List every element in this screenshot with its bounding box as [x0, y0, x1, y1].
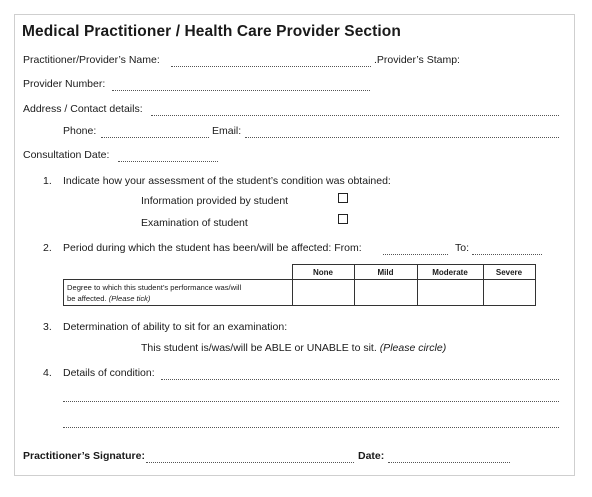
q4-number: 4. [43, 367, 52, 379]
signature-line[interactable] [146, 462, 354, 463]
table-header-severe: Severe [483, 265, 535, 280]
signature-label: Practitioner’s Signature: [23, 450, 145, 462]
phone-line[interactable] [101, 137, 209, 138]
table-header-moderate: Moderate [417, 265, 483, 280]
q4-details-line-1[interactable] [161, 379, 559, 380]
table-cell-moderate[interactable] [417, 280, 483, 306]
q2-from-line[interactable] [383, 254, 448, 255]
q4-text: Details of condition: [63, 367, 155, 379]
q3-number: 3. [43, 321, 52, 333]
q1-option-info-checkbox[interactable] [338, 193, 348, 203]
q3-text: Determination of ability to sit for an examination: [63, 321, 288, 333]
q2-text: Period during which the student has been/will be affected: From: [63, 242, 362, 254]
impact-table [63, 264, 536, 306]
provider-stamp-label: .Provider’s Stamp: [374, 54, 460, 66]
email-label: Email: [212, 125, 242, 137]
q3-statement-note: (Please circle) [379, 342, 447, 354]
phone-label: Phone: [63, 125, 97, 137]
table-row-label-line2: be affected. [67, 293, 107, 303]
table-row-label-line1: Degree to which this student’s performance was/will [67, 282, 242, 292]
table-corner-cell [64, 265, 293, 280]
q1-option-exam-checkbox[interactable] [338, 214, 348, 224]
q2-to-line[interactable] [472, 254, 542, 255]
table-header-none: None [292, 265, 354, 280]
address-label: Address / Contact details: [23, 103, 143, 115]
section-title: Medical Practitioner / Health Care Provider Section [22, 23, 401, 40]
q1-number: 1. [43, 175, 52, 187]
q1-option-info-label: Information provided by student [141, 195, 289, 207]
table-cell-severe[interactable] [483, 280, 535, 306]
date-line[interactable] [388, 462, 510, 463]
provider-name-label: Practitioner/Provider’s Name: [23, 54, 160, 66]
address-line[interactable] [151, 115, 559, 116]
provider-name-line[interactable] [171, 66, 371, 67]
consultation-date-label: Consultation Date: [23, 149, 110, 161]
q4-details-line-3[interactable] [63, 427, 559, 428]
table-row-label [64, 280, 293, 306]
table-header-mild: Mild [354, 265, 417, 280]
q2-number: 2. [43, 242, 52, 254]
q1-option-exam-label: Examination of student [141, 217, 248, 229]
q3-statement [141, 342, 446, 354]
table-cell-none[interactable] [292, 280, 354, 306]
table-row-note: (Please tick) [108, 293, 151, 303]
provider-number-line[interactable] [112, 90, 370, 91]
consultation-date-line[interactable] [118, 161, 218, 162]
date-label: Date: [358, 450, 385, 462]
q1-text: Indicate how your assessment of the student’s condition was obtained: [63, 175, 391, 187]
table-cell-mild[interactable] [354, 280, 417, 306]
q3-statement-text[interactable]: This student is/was/will be ABLE or UNABLE to sit. [141, 342, 377, 354]
email-line[interactable] [245, 137, 559, 138]
q4-details-line-2[interactable] [63, 401, 559, 402]
q2-to-label: To: [455, 242, 470, 254]
provider-number-label: Provider Number: [23, 78, 106, 90]
